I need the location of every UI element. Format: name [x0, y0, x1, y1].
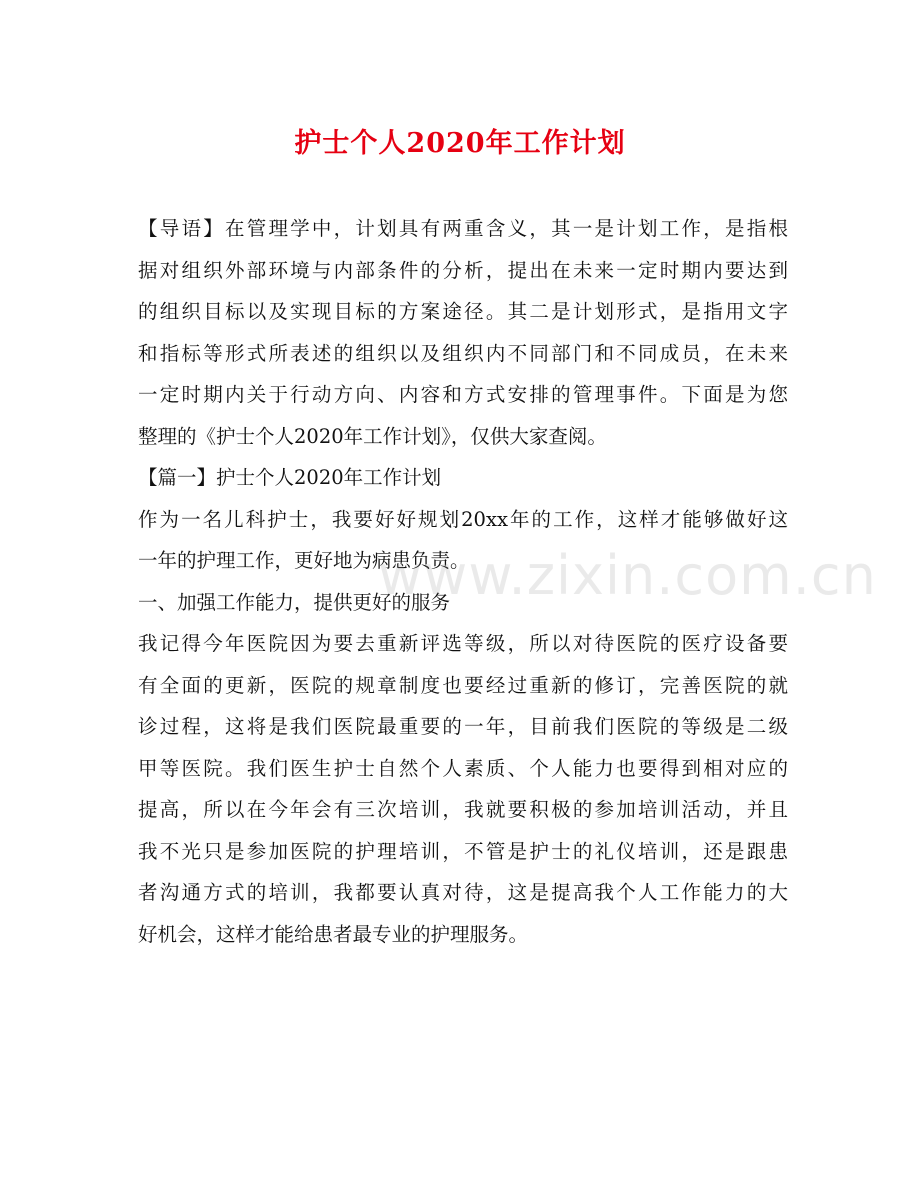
watermark: www.zixin.com.cn	[378, 544, 877, 607]
text-line: 据对组织外部环境与内部条件的分析，提出在未来一定时期内要达到	[138, 258, 788, 282]
text-line: 作为一名儿科护士，我要好好规划20xx年的工作，这样才能够做好这	[138, 507, 788, 531]
text-line: 我记得今年医院因为要去重新评选等级，所以对待医院的医疗设备要	[138, 632, 788, 655]
text-line: 者沟通方式的培训，我都要认真对待，这是提高我个人工作能力的大	[138, 881, 788, 904]
document-body	[138, 208, 788, 955]
text-line: 提高，所以在今年会有三次培训，我就要积极的参加培训活动，并且	[138, 798, 788, 821]
text-line: 的组织目标以及实现目标的方案途径。其二是计划形式，是指用文字	[138, 300, 788, 323]
text-line: 一定时期内关于行动方向、内容和方式安排的管理事件。下面是为您	[138, 383, 788, 406]
text-line: 我不光只是参加医院的护理培训，不管是护士的礼仪培训，还是跟患	[138, 839, 788, 863]
text-line: 诊过程，这将是我们医院最重要的一年，目前我们医院的等级是二级	[138, 715, 788, 738]
document-title: 护士个人2020年工作计划	[294, 128, 626, 159]
text-line: 好机会，这样才能给患者最专业的护理服务。	[138, 922, 529, 946]
text-line: 甲等医院。我们医生护士自然个人素质、个人能力也要得到相对应的	[138, 756, 788, 780]
text-line: 和指标等形式所表述的组织以及组织内不同部门和不同成员，在未来	[138, 341, 788, 365]
text-line: 整理的《护士个人2020年工作计划》，仅供大家查阅。	[138, 424, 607, 448]
text-line: 有全面的更新，医院的规章制度也要经过重新的修订，完善医院的就	[138, 673, 788, 697]
section-heading: 【篇一】护士个人2020年工作计划	[138, 466, 442, 489]
text-line: 【导语】在管理学中，计划具有两重含义，其一是计划工作，是指根	[138, 217, 788, 240]
subsection-heading: 一、加强工作能力，提供更好的服务	[138, 590, 451, 614]
text-line: 一年的护理工作，更好地为病患负责。	[138, 549, 470, 572]
